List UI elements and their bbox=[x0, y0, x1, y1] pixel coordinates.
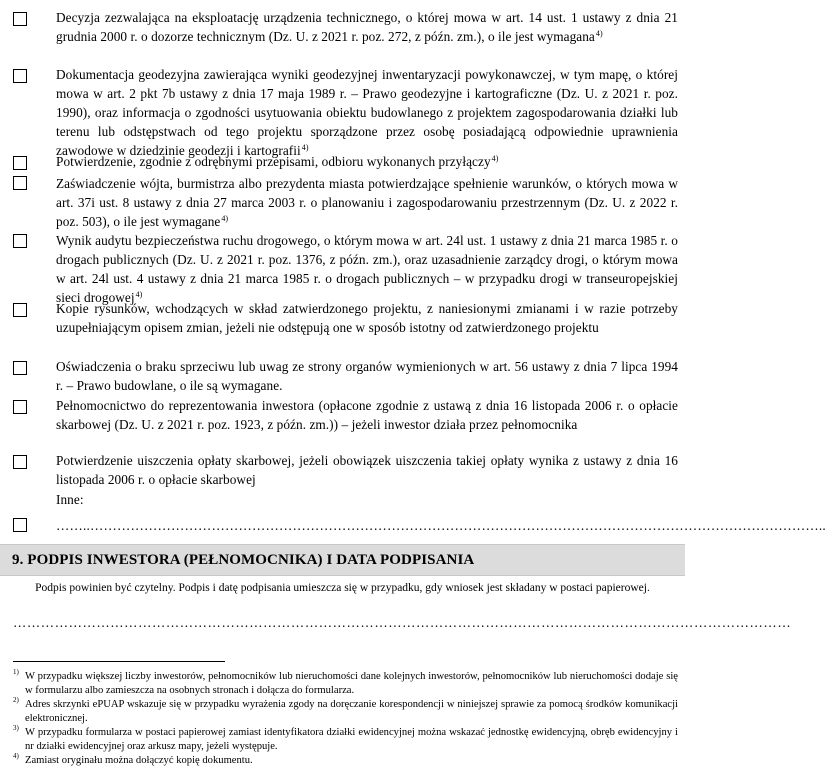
footnote-text: W przypadku większej liczby inwestorów, pełnomocników lub nieruchomości dane kolejnych inwestorów, pełnomocników lub nieruchomości dodaje się w formularzu albo zamieszcza na osobnych stronach i dołącza do formularza. bbox=[25, 671, 678, 696]
footnote-number: 2) bbox=[13, 696, 19, 704]
section-title: 9. PODPIS INWESTORA (PEŁNOMOCNIKA) I DATA PODPISANIA bbox=[12, 552, 475, 568]
signature-note: Podpis powinien być czytelny. Podpis i datę podpisania umieszcza się w przypadku, gdy wniosek jest składany w postaci papierowej. bbox=[35, 582, 650, 594]
item-text: Oświadczenia o braku sprzeciwu lub uwag ze strony organów wymienionych w art. 56 ustawy z dnia 7 lipca 1994 r. – Prawo budowlane, o ile są wymagane. bbox=[56, 359, 678, 393]
footnote-text: Adres skrzynki ePUAP wskazuje się w przypadku wyrażenia zgody na doręczanie korespondencji w niniejszej sprawie za pomocą środków komunikacji elektronicznej. bbox=[25, 699, 678, 724]
footnote-text: Zamiast oryginału można dołączyć kopię dokumentu. bbox=[25, 755, 253, 766]
inne-label: Inne: bbox=[56, 492, 84, 507]
checkbox[interactable] bbox=[13, 176, 27, 190]
footnote-text: W przypadku formularza w postaci papierowej zamiast identyfikatora działki ewidencyjnej można wskazać jednostkę ewidencyjną, obręb ewidencyjny i nr działki ewidencyjnej oraz arkusz mapy, jeżeli występuje. bbox=[25, 727, 678, 752]
signature-line[interactable]: …………………………………………………………………………………………………………………………………………………… bbox=[13, 615, 792, 630]
footnote-number: 4) bbox=[13, 752, 19, 760]
checkbox[interactable] bbox=[13, 69, 27, 83]
item-text: Wynik audytu bezpieczeństwa ruchu drogowego, o którym mowa w art. 24l ust. 1 ustawy z dnia 21 marca 1985 r. o drogach publicznych (Dz. U. z 2021 r. poz. 1376, z późn. zm.), oraz uzasadnienie zarządcy drogi, o którym mowa w art. 24l ust. 4 ustawy z dnia 21 marca 1985 r. o drogach publicznych – w przypadku drogi w transeuropejskiej sieci drogowej$^{4)}$ bbox=[56, 233, 678, 305]
footnote bbox=[13, 754, 678, 768]
footnote-divider bbox=[13, 661, 225, 662]
checkbox[interactable] bbox=[13, 12, 27, 26]
checkbox[interactable] bbox=[13, 156, 27, 170]
footnote bbox=[13, 670, 678, 697]
footnote bbox=[13, 698, 678, 725]
footnote-number: 1) bbox=[13, 668, 19, 676]
item-text: Kopie rysunków, wchodzących w skład zatwierdzonego projektu, z naniesionymi zmianami i w razie potrzeby uzupełniającym opisem zmian, jeżeli nie odstępują one w sposób istotny od zatwierdzonego projektu bbox=[56, 301, 678, 335]
checkbox[interactable] bbox=[13, 361, 27, 375]
item-text: Zaświadczenie wójta, burmistrza albo prezydenta miasta potwierdzające spełnienie warunków, o których mowa w art. 37i ust. 8 ustawy z dnia 27 marca 2003 r. o planowaniu i zagospodarowaniu przestrzennym (Dz. U. z 2022 r. poz. 503), o ile jest wymagane$^{4)}$ bbox=[56, 176, 678, 229]
footnote bbox=[13, 726, 678, 753]
item-text: Dokumentacja geodezyjna zawierająca wyniki geodezyjnej inwentaryzacji powykonawczej, w tym mapę, o której mowa w art. 2 pkt 7b ustawy z dnia 17 maja 1989 r. – Prawo geodezyjne i kartograficzne (Dz. U. z 2021 r. poz. 1990), oraz informacja o zgodności usytuowania obiektu budowlanego z projektem zagospodarowania działki lub terenu lub odstępstwach od tego projektu sporządzone przez osobę posiadającą odpowiednie uprawnienia zawodowe w dziedzinie geodezji i kartografii$^{4)}$ bbox=[56, 67, 678, 158]
item-text: Potwierdzenie, zgodnie z odrębnymi przepisami, odbioru wykonanych przyłączy$^{4)}$ bbox=[56, 154, 499, 169]
item-text: Potwierdzenie uiszczenia opłaty skarbowej, jeżeli obowiązek uiszczenia takiej opłaty wynika z ustawy z dnia 16 listopada 2006 r. o opłacie skarbowej bbox=[56, 453, 678, 487]
checkbox[interactable] bbox=[13, 234, 27, 248]
footnote-number: 3) bbox=[13, 724, 19, 732]
item-text: Pełnomocnictwo do reprezentowania inwestora (opłacone zgodnie z ustawą z dnia 16 listopada 2006 r. o opłacie skarbowej (Dz. U. z 2021 r. poz. 1923, z późn. zm.)) – jeżeli inwestor działa przez pełnomocnika bbox=[56, 398, 678, 432]
checkbox[interactable] bbox=[13, 455, 27, 469]
checkbox-inne[interactable] bbox=[13, 518, 27, 532]
checkbox[interactable] bbox=[13, 303, 27, 317]
section-header bbox=[0, 544, 685, 576]
inne-input-line[interactable]: ……..……………………………………………………………………………………………………………………………………………….. bbox=[56, 518, 826, 533]
checkbox[interactable] bbox=[13, 400, 27, 414]
item-text: Decyzja zezwalająca na eksploatację urządzenia technicznego, o której mowa w art. 14 ust. 1 ustawy z dnia 21 grudnia 2000 r. o dozorze technicznym (Dz. U. z 2021 r. poz. 272, z późn. zm.), o ile jest wymagana$^{4)}$ bbox=[56, 10, 678, 44]
